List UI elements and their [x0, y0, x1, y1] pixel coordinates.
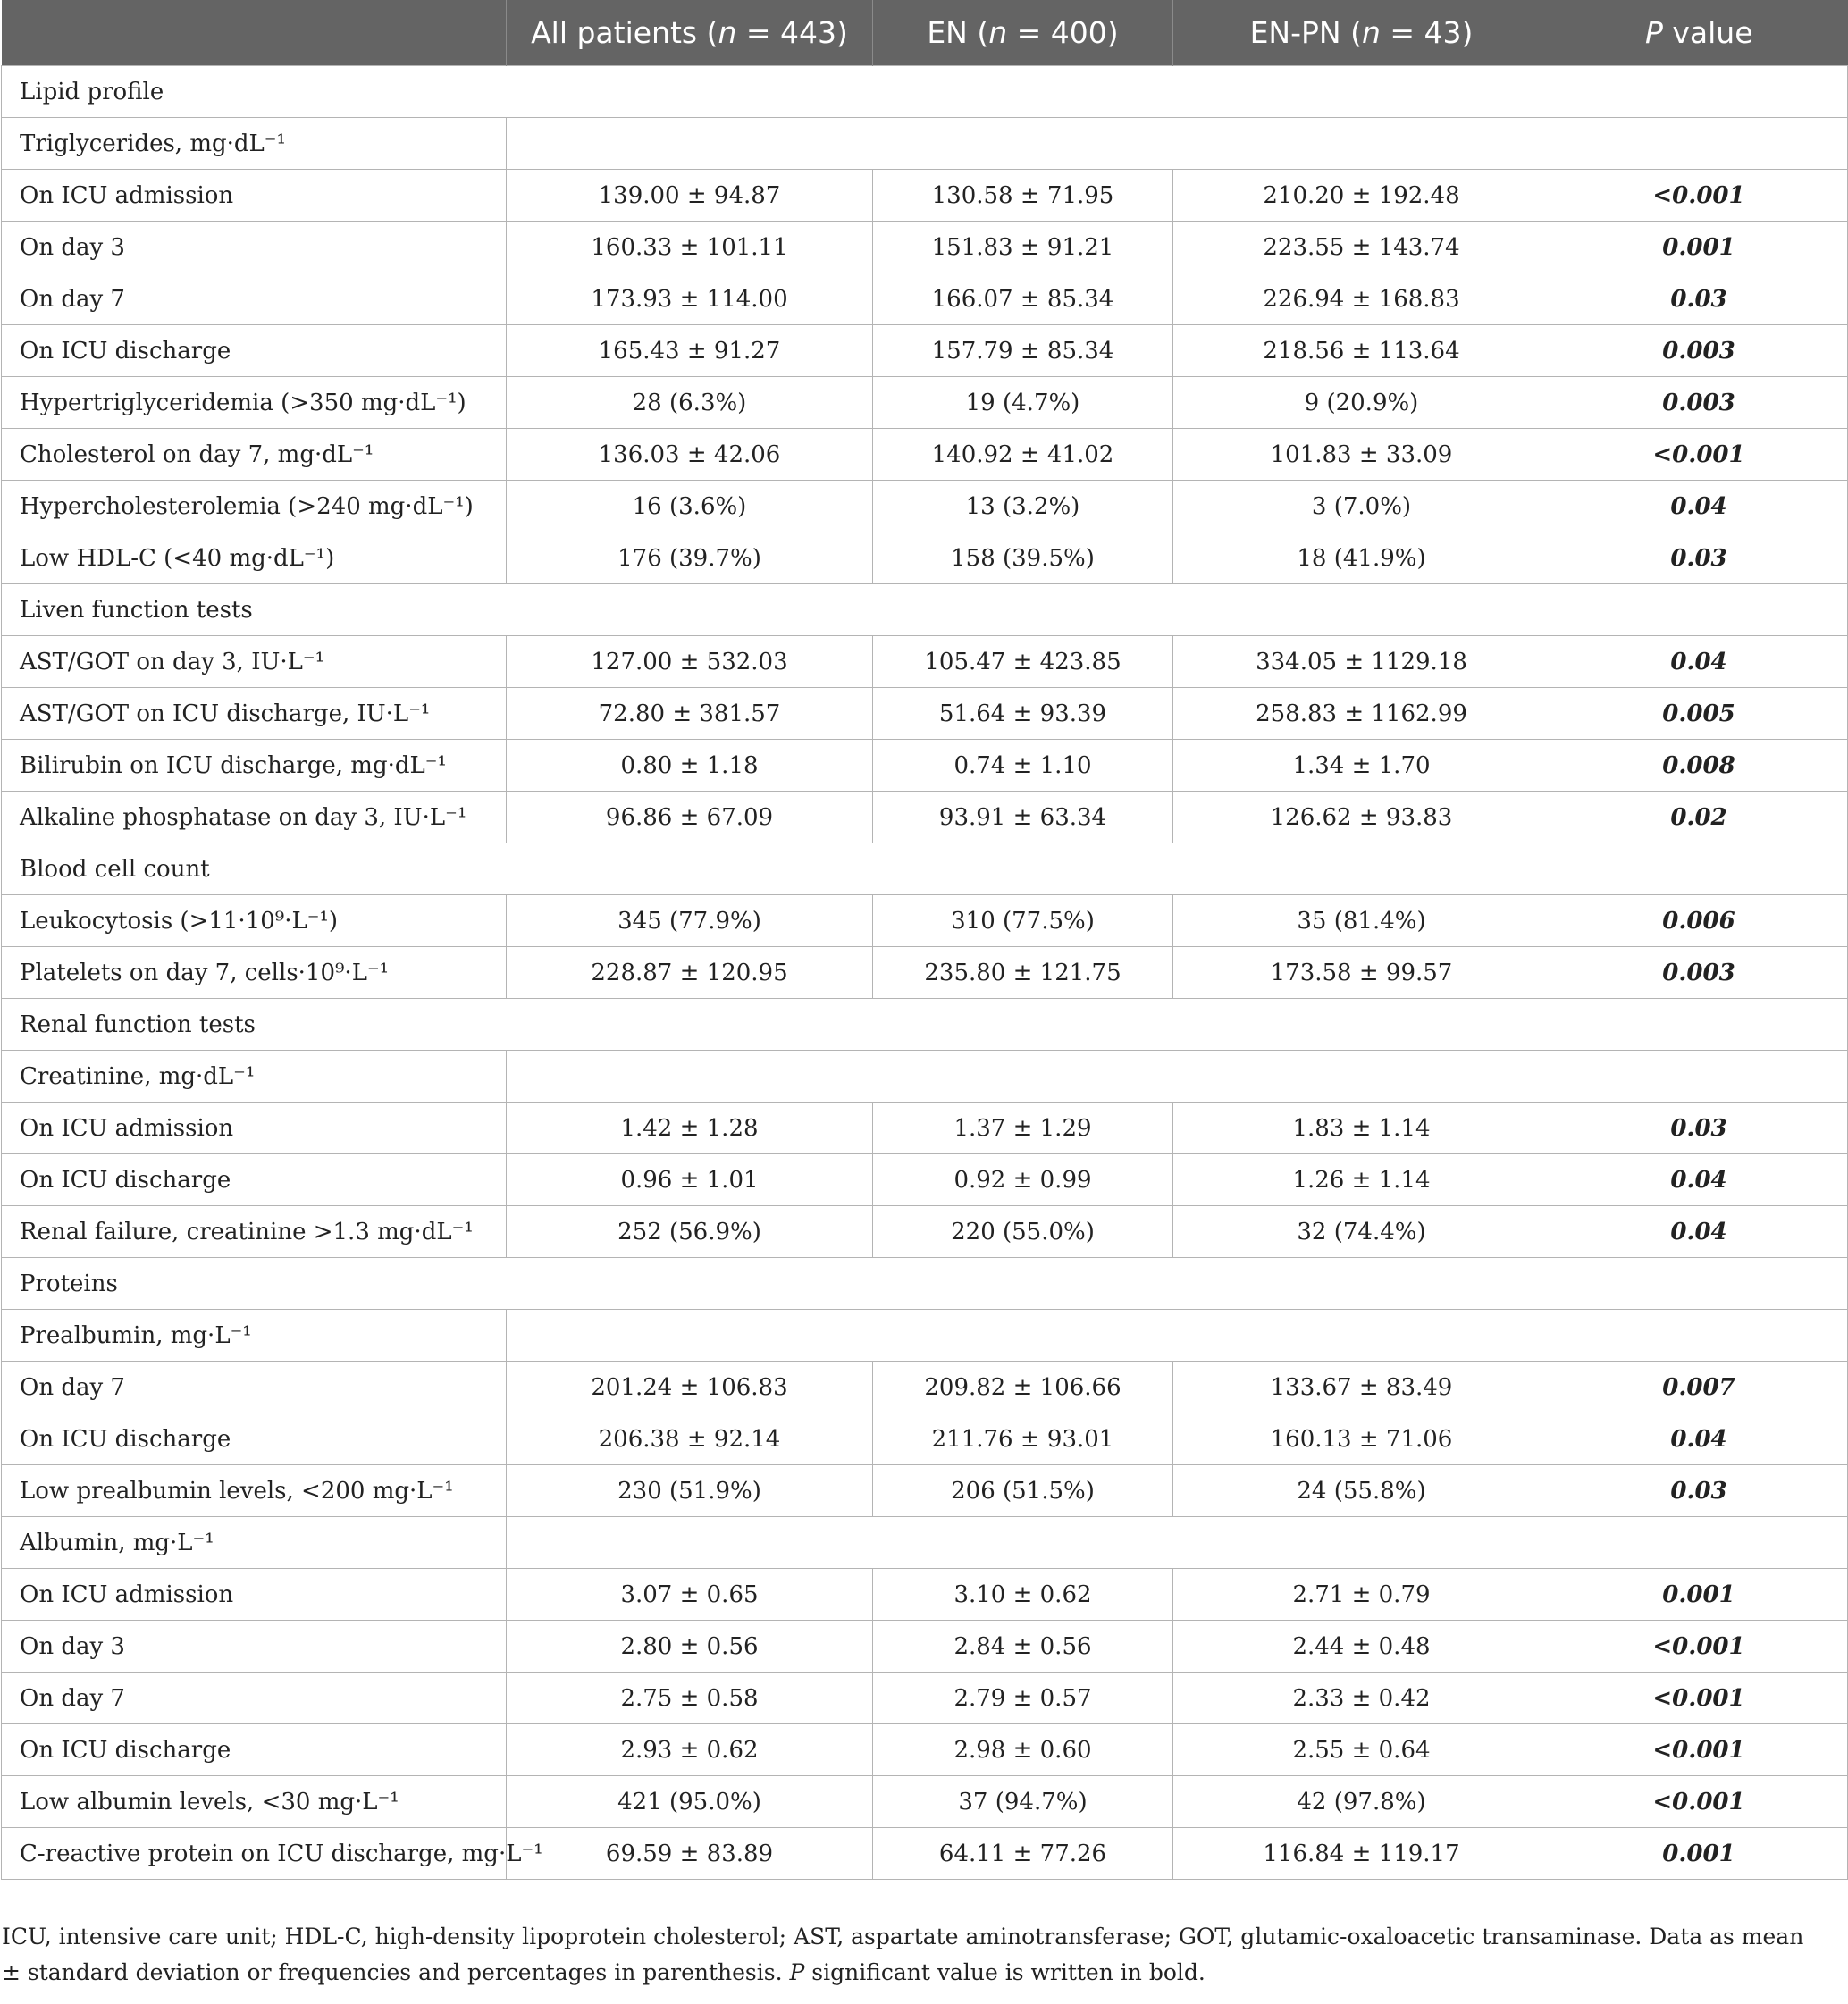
cell-p-value: <0.001 — [1550, 429, 1848, 481]
cell-en-pn: 173.58 ± 99.57 — [1173, 947, 1550, 999]
cell-en: 1.37 ± 1.29 — [873, 1103, 1173, 1154]
row-label: On ICU discharge — [2, 1724, 507, 1776]
section-label: Liven function tests — [2, 584, 507, 636]
cell-en: 13 (3.2%) — [873, 481, 1173, 532]
row-label: On day 7 — [2, 273, 507, 325]
row-label: On ICU discharge — [2, 325, 507, 377]
cell-en-pn: 18 (41.9%) — [1173, 532, 1550, 584]
cell-p-value: 0.001 — [1550, 1569, 1848, 1621]
cell-all-patients: 69.59 ± 83.89 — [507, 1828, 873, 1880]
cell-en-pn: 126.62 ± 93.83 — [1173, 792, 1550, 843]
cell-all-patients: 0.96 ± 1.01 — [507, 1154, 873, 1206]
table-row — [2, 1621, 1848, 1673]
header-en-pn: EN-PN (n = 43) — [1173, 0, 1550, 66]
cell-all-patients: 2.80 ± 0.56 — [507, 1621, 873, 1673]
cell-en-pn: 160.13 ± 71.06 — [1173, 1413, 1550, 1465]
table-row — [2, 170, 1848, 222]
table-row — [2, 1154, 1848, 1206]
cell-p-value: 0.001 — [1550, 222, 1848, 273]
cell-all-patients: 165.43 ± 91.27 — [507, 325, 873, 377]
table-row — [2, 532, 1848, 584]
subheader-fill — [507, 1310, 1848, 1362]
cell-all-patients: 176 (39.7%) — [507, 532, 873, 584]
cell-all-patients: 2.75 ± 0.58 — [507, 1673, 873, 1724]
section-label: Renal function tests — [2, 999, 507, 1051]
cell-p-value: 0.03 — [1550, 1103, 1848, 1154]
cell-en: 0.92 ± 0.99 — [873, 1154, 1173, 1206]
section-fill — [507, 843, 1848, 895]
cell-p-value: 0.008 — [1550, 740, 1848, 792]
section-fill — [507, 1258, 1848, 1310]
section-label: Lipid profile — [2, 66, 507, 118]
row-label: Cholesterol on day 7, mg·dL⁻¹ — [2, 429, 507, 481]
cell-en-pn: 1.34 ± 1.70 — [1173, 740, 1550, 792]
cell-en-pn: 258.83 ± 1162.99 — [1173, 688, 1550, 740]
row-label: On day 3 — [2, 1621, 507, 1673]
row-label: On day 7 — [2, 1362, 507, 1413]
cell-en-pn: 2.55 ± 0.64 — [1173, 1724, 1550, 1776]
cell-all-patients: 421 (95.0%) — [507, 1776, 873, 1828]
cell-all-patients: 0.80 ± 1.18 — [507, 740, 873, 792]
cell-en-pn: 334.05 ± 1129.18 — [1173, 636, 1550, 688]
cell-p-value: <0.001 — [1550, 170, 1848, 222]
section-fill — [507, 584, 1848, 636]
cell-en-pn: 9 (20.9%) — [1173, 377, 1550, 429]
cell-en: 211.76 ± 93.01 — [873, 1413, 1173, 1465]
table-row — [2, 273, 1848, 325]
section-row — [2, 584, 1848, 636]
table-row — [2, 1103, 1848, 1154]
table-row — [2, 740, 1848, 792]
cell-p-value: 0.04 — [1550, 481, 1848, 532]
cell-all-patients: 160.33 ± 101.11 — [507, 222, 873, 273]
table-row — [2, 1776, 1848, 1828]
subheader-label: Albumin, mg·L⁻¹ — [2, 1517, 507, 1569]
cell-p-value: 0.007 — [1550, 1362, 1848, 1413]
cell-all-patients: 28 (6.3%) — [507, 377, 873, 429]
row-label: Bilirubin on ICU discharge, mg·dL⁻¹ — [2, 740, 507, 792]
subheader-row — [2, 118, 1848, 170]
cell-all-patients: 2.93 ± 0.62 — [507, 1724, 873, 1776]
cell-en-pn: 1.26 ± 1.14 — [1173, 1154, 1550, 1206]
cell-en-pn: 2.71 ± 0.79 — [1173, 1569, 1550, 1621]
cell-all-patients: 201.24 ± 106.83 — [507, 1362, 873, 1413]
row-label: Hypercholesterolemia (>240 mg·dL⁻¹) — [2, 481, 507, 532]
cell-p-value: 0.006 — [1550, 895, 1848, 947]
cell-en: 64.11 ± 77.26 — [873, 1828, 1173, 1880]
table-footnote: ICU, intensive care unit; HDL-C, high-density lipoprotein cholesterol; AST, aspartate aminotransferase; GOT, glutamic-oxaloacetic transaminase. Data as mean ± standard deviation or frequencies and percentages in parenthesis. P significant value is written in bold. — [2, 1924, 1804, 1985]
table-row — [2, 1413, 1848, 1465]
table-row — [2, 1724, 1848, 1776]
cell-all-patients: 1.42 ± 1.28 — [507, 1103, 873, 1154]
cell-en: 235.80 ± 121.75 — [873, 947, 1173, 999]
table-row — [2, 325, 1848, 377]
table-body — [2, 66, 1848, 1880]
row-label: AST/GOT on day 3, IU·L⁻¹ — [2, 636, 507, 688]
cell-en: 140.92 ± 41.02 — [873, 429, 1173, 481]
table-row — [2, 636, 1848, 688]
cell-en: 158 (39.5%) — [873, 532, 1173, 584]
cell-en: 37 (94.7%) — [873, 1776, 1173, 1828]
row-label: On ICU discharge — [2, 1413, 507, 1465]
cell-p-value: 0.001 — [1550, 1828, 1848, 1880]
cell-en-pn: 226.94 ± 168.83 — [1173, 273, 1550, 325]
cell-p-value: 0.02 — [1550, 792, 1848, 843]
cell-en-pn: 116.84 ± 119.17 — [1173, 1828, 1550, 1880]
subheader-row — [2, 1517, 1848, 1569]
cell-en: 0.74 ± 1.10 — [873, 740, 1173, 792]
table-row — [2, 1206, 1848, 1258]
row-label: Low HDL-C (<40 mg·dL⁻¹) — [2, 532, 507, 584]
row-label: Low prealbumin levels, <200 mg·L⁻¹ — [2, 1465, 507, 1517]
section-label: Blood cell count — [2, 843, 507, 895]
cell-p-value: <0.001 — [1550, 1776, 1848, 1828]
table-row — [2, 1673, 1848, 1724]
table-row — [2, 222, 1848, 273]
cell-p-value: 0.04 — [1550, 1154, 1848, 1206]
cell-en: 19 (4.7%) — [873, 377, 1173, 429]
section-row — [2, 843, 1848, 895]
section-fill — [507, 66, 1848, 118]
cell-en-pn: 133.67 ± 83.49 — [1173, 1362, 1550, 1413]
cell-all-patients: 173.93 ± 114.00 — [507, 273, 873, 325]
table-row — [2, 429, 1848, 481]
cell-en-pn: 3 (7.0%) — [1173, 481, 1550, 532]
subheader-label: Creatinine, mg·dL⁻¹ — [2, 1051, 507, 1103]
header-variable — [2, 0, 507, 66]
cell-all-patients: 206.38 ± 92.14 — [507, 1413, 873, 1465]
header-p-value: P value — [1550, 0, 1848, 66]
cell-en-pn: 2.44 ± 0.48 — [1173, 1621, 1550, 1673]
cell-all-patients: 127.00 ± 532.03 — [507, 636, 873, 688]
cell-en: 130.58 ± 71.95 — [873, 170, 1173, 222]
table-row — [2, 688, 1848, 740]
cell-p-value: 0.005 — [1550, 688, 1848, 740]
cell-p-value: 0.04 — [1550, 1413, 1848, 1465]
cell-all-patients: 345 (77.9%) — [507, 895, 873, 947]
cell-en-pn: 42 (97.8%) — [1173, 1776, 1550, 1828]
cell-en: 209.82 ± 106.66 — [873, 1362, 1173, 1413]
row-label: On day 3 — [2, 222, 507, 273]
cell-all-patients: 139.00 ± 94.87 — [507, 170, 873, 222]
row-label: Platelets on day 7, cells·10⁹·L⁻¹ — [2, 947, 507, 999]
row-label: AST/GOT on ICU discharge, IU·L⁻¹ — [2, 688, 507, 740]
cell-en: 2.84 ± 0.56 — [873, 1621, 1173, 1673]
row-label: On ICU discharge — [2, 1154, 507, 1206]
cell-p-value: <0.001 — [1550, 1621, 1848, 1673]
table-row — [2, 1828, 1848, 1880]
cell-p-value: 0.04 — [1550, 1206, 1848, 1258]
section-row — [2, 999, 1848, 1051]
table-row — [2, 481, 1848, 532]
cell-all-patients: 230 (51.9%) — [507, 1465, 873, 1517]
subheader-row — [2, 1051, 1848, 1103]
cell-en: 93.91 ± 63.34 — [873, 792, 1173, 843]
cell-en: 3.10 ± 0.62 — [873, 1569, 1173, 1621]
cell-en-pn: 218.56 ± 113.64 — [1173, 325, 1550, 377]
row-label: Leukocytosis (>11·10⁹·L⁻¹) — [2, 895, 507, 947]
cell-all-patients: 72.80 ± 381.57 — [507, 688, 873, 740]
row-label: Low albumin levels, <30 mg·L⁻¹ — [2, 1776, 507, 1828]
cell-en-pn: 32 (74.4%) — [1173, 1206, 1550, 1258]
cell-all-patients: 252 (56.9%) — [507, 1206, 873, 1258]
cell-en: 2.98 ± 0.60 — [873, 1724, 1173, 1776]
cell-p-value: <0.001 — [1550, 1673, 1848, 1724]
cell-en: 206 (51.5%) — [873, 1465, 1173, 1517]
results-table — [1, 0, 1848, 1880]
table-row — [2, 1569, 1848, 1621]
subheader-fill — [507, 118, 1848, 170]
cell-en-pn: 35 (81.4%) — [1173, 895, 1550, 947]
row-label: On day 7 — [2, 1673, 507, 1724]
cell-en: 166.07 ± 85.34 — [873, 273, 1173, 325]
header-all-patients: All patients (n = 443) — [507, 0, 873, 66]
cell-en-pn: 2.33 ± 0.42 — [1173, 1673, 1550, 1724]
cell-en: 2.79 ± 0.57 — [873, 1673, 1173, 1724]
cell-en-pn: 24 (55.8%) — [1173, 1465, 1550, 1517]
subheader-label: Prealbumin, mg·L⁻¹ — [2, 1310, 507, 1362]
subheader-fill — [507, 1517, 1848, 1569]
section-label: Proteins — [2, 1258, 507, 1310]
section-row — [2, 1258, 1848, 1310]
cell-all-patients: 16 (3.6%) — [507, 481, 873, 532]
cell-p-value: 0.003 — [1550, 377, 1848, 429]
table-row — [2, 1465, 1848, 1517]
cell-en-pn: 210.20 ± 192.48 — [1173, 170, 1550, 222]
cell-en: 105.47 ± 423.85 — [873, 636, 1173, 688]
cell-en: 157.79 ± 85.34 — [873, 325, 1173, 377]
cell-en: 151.83 ± 91.21 — [873, 222, 1173, 273]
cell-p-value: 0.03 — [1550, 532, 1848, 584]
row-label: Hypertriglyceridemia (>350 mg·dL⁻¹) — [2, 377, 507, 429]
cell-all-patients: 3.07 ± 0.65 — [507, 1569, 873, 1621]
row-label: On ICU admission — [2, 1103, 507, 1154]
section-row — [2, 66, 1848, 118]
table-header-row — [2, 0, 1848, 66]
header-en: EN (n = 400) — [873, 0, 1173, 66]
cell-p-value: 0.003 — [1550, 947, 1848, 999]
cell-p-value: 0.03 — [1550, 273, 1848, 325]
cell-en: 51.64 ± 93.39 — [873, 688, 1173, 740]
row-label: On ICU admission — [2, 1569, 507, 1621]
cell-en: 220 (55.0%) — [873, 1206, 1173, 1258]
cell-en-pn: 1.83 ± 1.14 — [1173, 1103, 1550, 1154]
table-row — [2, 895, 1848, 947]
row-label: On ICU admission — [2, 170, 507, 222]
table-row — [2, 377, 1848, 429]
cell-all-patients: 228.87 ± 120.95 — [507, 947, 873, 999]
row-label: C-reactive protein on ICU discharge, mg·L⁻¹ — [2, 1828, 507, 1880]
subheader-fill — [507, 1051, 1848, 1103]
cell-all-patients: 136.03 ± 42.06 — [507, 429, 873, 481]
section-fill — [507, 999, 1848, 1051]
subheader-row — [2, 1310, 1848, 1362]
cell-en-pn: 223.55 ± 143.74 — [1173, 222, 1550, 273]
row-label: Renal failure, creatinine >1.3 mg·dL⁻¹ — [2, 1206, 507, 1258]
table-row — [2, 792, 1848, 843]
subheader-label: Triglycerides, mg·dL⁻¹ — [2, 118, 507, 170]
cell-p-value: 0.04 — [1550, 636, 1848, 688]
table-row — [2, 1362, 1848, 1413]
cell-p-value: 0.03 — [1550, 1465, 1848, 1517]
cell-en: 310 (77.5%) — [873, 895, 1173, 947]
table-row — [2, 947, 1848, 999]
cell-p-value: <0.001 — [1550, 1724, 1848, 1776]
cell-p-value: 0.003 — [1550, 325, 1848, 377]
cell-all-patients: 96.86 ± 67.09 — [507, 792, 873, 843]
row-label: Alkaline phosphatase on day 3, IU·L⁻¹ — [2, 792, 507, 843]
cell-en-pn: 101.83 ± 33.09 — [1173, 429, 1550, 481]
